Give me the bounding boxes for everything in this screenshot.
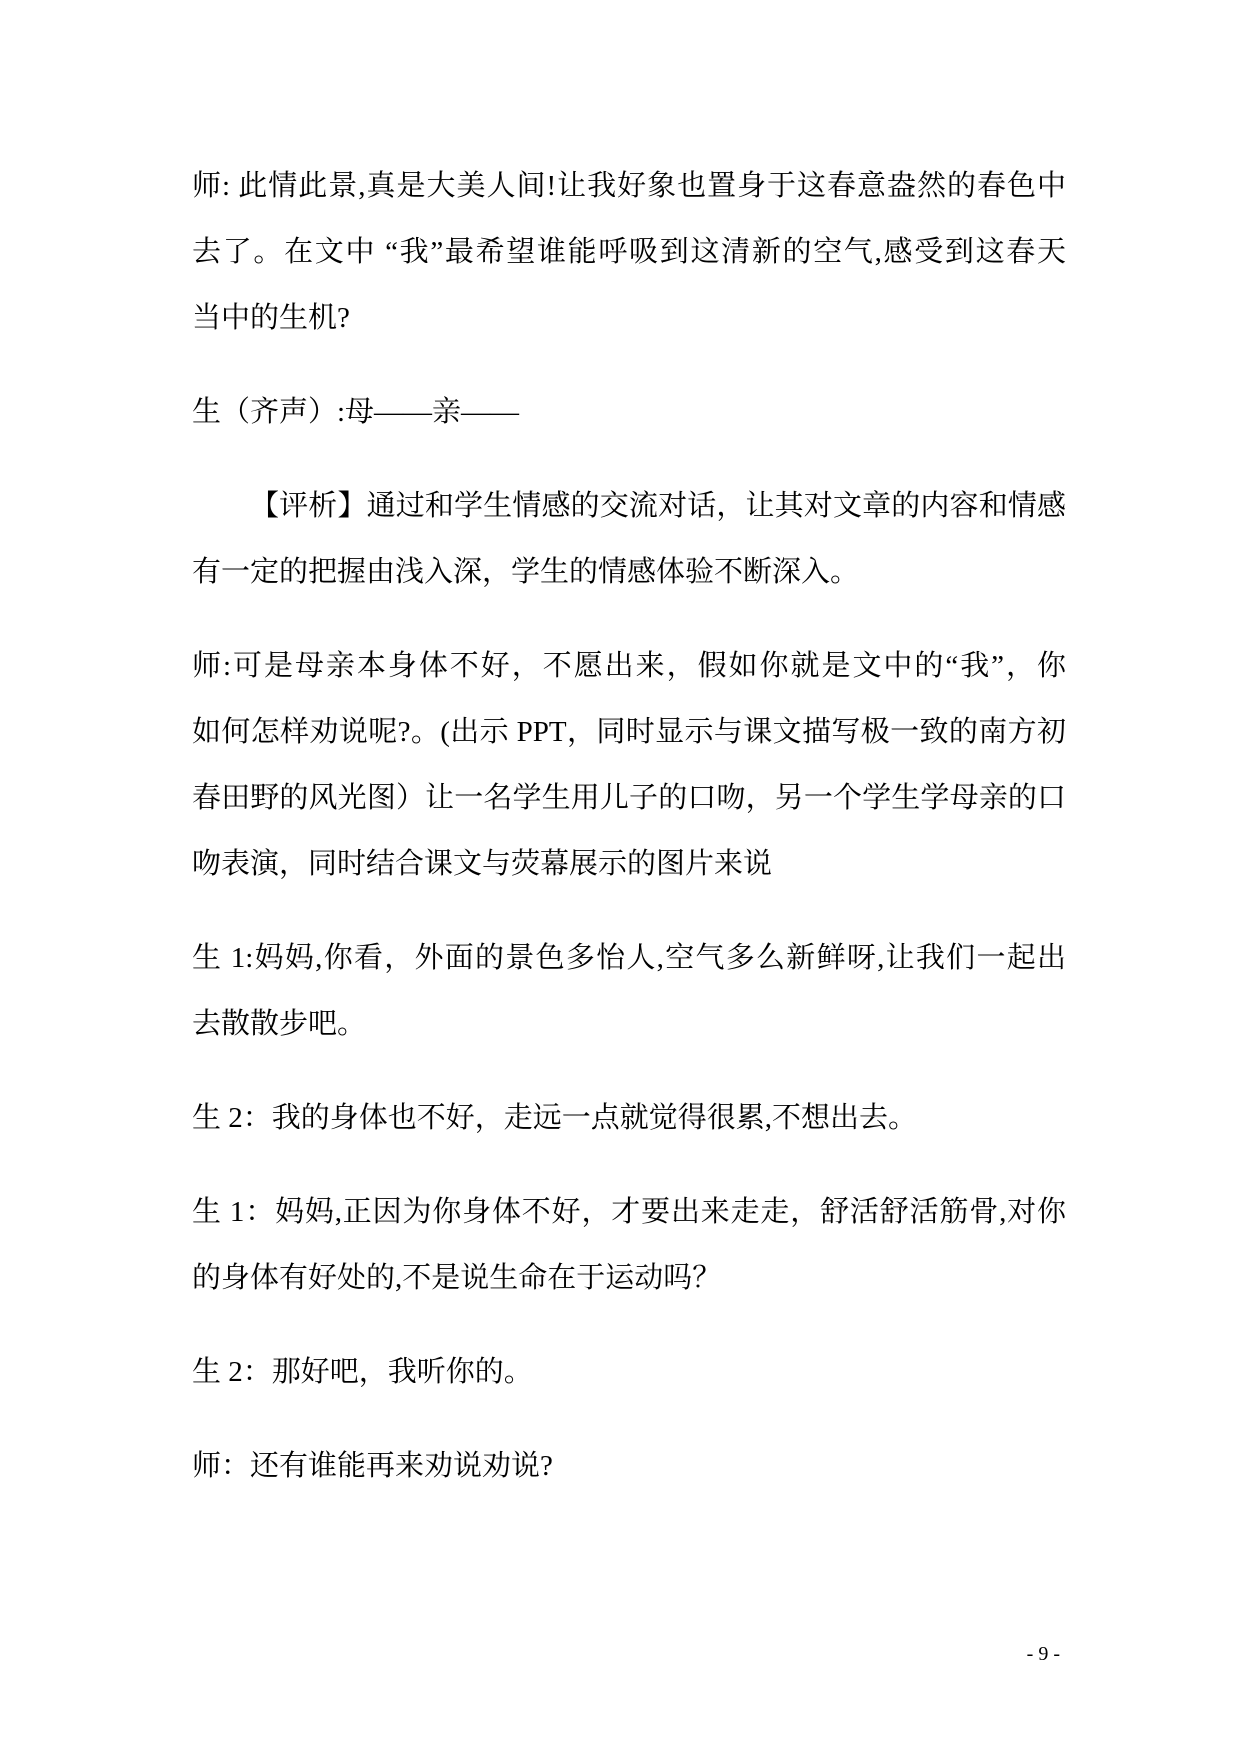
text-line: 师：还有谁能再来劝说劝说? bbox=[192, 1450, 553, 1482]
teacher-remark bbox=[192, 153, 1066, 351]
text-line: 吻表演，同时结合课文与荧幕展示的图片来说 bbox=[192, 848, 773, 880]
text-line: 生（齐声）:母——亲—— bbox=[192, 396, 520, 428]
student-2-line bbox=[192, 1085, 1066, 1151]
text-line: 生 2：我的身体也不好，走远一点就觉得很累,不想出去。 bbox=[192, 1102, 918, 1134]
text-line: 师: 此情此景,真是大美人间!让我好象也置身于这春意盎然的春色中 bbox=[192, 170, 1066, 202]
body-text bbox=[192, 153, 1066, 1527]
page-number: - 9 - bbox=[1026, 1643, 1060, 1665]
teacher-remark bbox=[192, 633, 1066, 897]
text-line: 生 1:妈妈,你看，外面的景色多怡人,空气多么新鲜呀,让我们一起出 bbox=[192, 942, 1066, 974]
commentary-paragraph bbox=[192, 473, 1066, 605]
teacher-remark bbox=[192, 1433, 1066, 1499]
text-line: 的身体有好处的,不是说生命在于运动吗？ bbox=[192, 1262, 722, 1294]
students-reply bbox=[192, 379, 1066, 445]
text-line: 师:可是母亲本身体不好，不愿出来，假如你就是文中的“我”，你 bbox=[192, 650, 1066, 682]
text-line: 去散散步吧。 bbox=[192, 1008, 367, 1040]
student-1-line bbox=[192, 1179, 1066, 1311]
student-2-line bbox=[192, 1339, 1066, 1405]
text-line: 去了。在文中 “我”最希望谁能呼吸到这清新的空气,感受到这春天 bbox=[192, 236, 1066, 268]
student-1-line bbox=[192, 925, 1066, 1057]
text-line: 【评析】通过和学生情感的交流对话，让其对文章的内容和情感 bbox=[250, 490, 1066, 522]
text-line: 春田野的风光图）让一名学生用儿子的口吻，另一个学生学母亲的口 bbox=[192, 782, 1066, 814]
text-line: 有一定的把握由浅入深，学生的情感体验不断深入。 bbox=[192, 556, 860, 588]
text-line: 生 2：那好吧，我听你的。 bbox=[192, 1356, 533, 1388]
text-line: 生 1：妈妈,正因为你身体不好，才要出来走走，舒活舒活筋骨,对你 bbox=[192, 1196, 1066, 1228]
text-line: 当中的生机? bbox=[192, 302, 350, 334]
text-line: 如何怎样劝说呢?。(出示 PPT，同时显示与课文描写极一致的南方初 bbox=[192, 716, 1066, 748]
